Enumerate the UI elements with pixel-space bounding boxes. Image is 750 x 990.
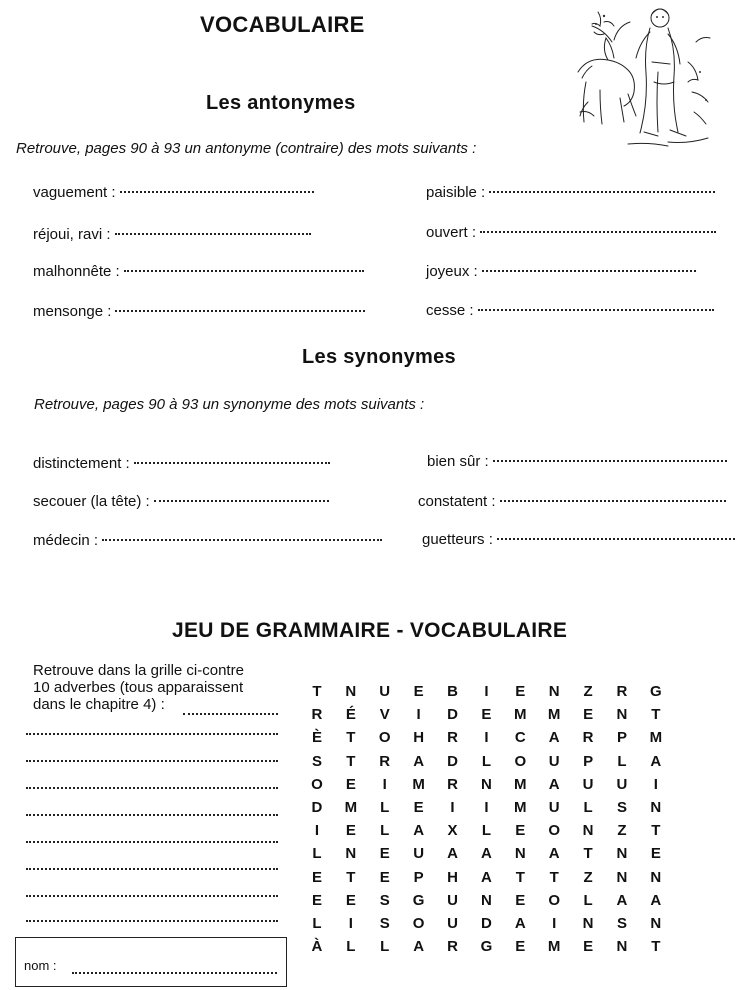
grid-letter[interactable]: S [616, 914, 627, 932]
grid-letter[interactable]: U [548, 798, 560, 816]
field-label: médecin : [33, 532, 99, 549]
grid-letter[interactable]: I [484, 683, 489, 700]
page-title: VOCABULAIRE [200, 12, 365, 37]
grid-letter[interactable]: L [380, 822, 390, 840]
grid-letter[interactable]: I [450, 798, 455, 816]
grid-letter[interactable]: U [548, 752, 560, 770]
grid-letter[interactable]: T [346, 868, 356, 886]
grid-letter[interactable]: E [515, 822, 526, 840]
grid-letter[interactable]: T [583, 845, 593, 863]
grid-letter[interactable]: R [379, 752, 391, 770]
answer-line[interactable] [26, 732, 278, 735]
name-input[interactable] [72, 971, 277, 974]
answer-line[interactable] [500, 499, 726, 502]
grid-letter[interactable]: Z [583, 868, 593, 886]
field-label: secouer (la tête) : [33, 493, 150, 510]
synonyme-field[interactable] [33, 493, 329, 510]
grid-letter[interactable]: N [616, 706, 628, 724]
antonyme-field[interactable] [426, 184, 715, 201]
answer-line[interactable] [478, 308, 714, 311]
antonyme-field[interactable] [33, 303, 365, 320]
jeu-instruction-line: Retrouve dans la grille ci-contre [33, 662, 244, 679]
grid-letter[interactable]: A [650, 891, 662, 909]
grid-letter[interactable]: P [616, 729, 627, 747]
grid-row [300, 866, 730, 889]
grid-letter[interactable]: A [480, 845, 492, 863]
grid-letter[interactable]: E [583, 938, 594, 956]
grid-letter[interactable]: D [480, 914, 492, 932]
grid-letter[interactable]: L [481, 752, 491, 770]
grid-letter[interactable]: O [378, 729, 391, 747]
grid-letter[interactable]: L [583, 798, 593, 816]
grid-letter[interactable]: Z [583, 683, 593, 700]
grid-letter[interactable]: A [413, 938, 425, 956]
answer-line[interactable] [482, 269, 696, 272]
grid-letter[interactable]: E [311, 868, 322, 886]
answer-line[interactable] [183, 712, 278, 715]
grid-row [300, 796, 730, 819]
grid-letter[interactable]: S [379, 914, 390, 932]
jeu-instruction-line: dans le chapitre 4) : [33, 696, 165, 713]
grid-letter[interactable]: L [346, 938, 356, 956]
grid-letter[interactable]: A [413, 822, 425, 840]
grid-letter[interactable]: I [348, 914, 353, 932]
synonyme-field[interactable] [418, 493, 726, 510]
synonyme-field[interactable] [427, 453, 727, 470]
field-label: guetteurs : [422, 531, 493, 548]
grid-letter[interactable]: I [382, 775, 387, 793]
grid-letter[interactable]: É [345, 706, 356, 724]
grid-letter[interactable]: S [311, 752, 322, 770]
grid-letter[interactable]: R [616, 683, 628, 700]
answer-line[interactable] [115, 309, 365, 312]
grid-letter[interactable]: I [484, 729, 489, 747]
grid-letter[interactable]: A [480, 868, 492, 886]
grid-letter[interactable]: À [311, 938, 323, 956]
grid-letter[interactable]: N [582, 914, 594, 932]
synonyme-field[interactable] [422, 531, 735, 548]
illustration-man-and-goat-icon [568, 2, 718, 152]
grid-letter[interactable]: U [582, 775, 594, 793]
synonyme-field[interactable] [33, 455, 330, 472]
grid-letter[interactable]: L [380, 798, 390, 816]
grid-letter[interactable]: E [515, 938, 526, 956]
grid-letter[interactable]: T [651, 822, 661, 840]
grid-letter[interactable]: I [314, 822, 320, 840]
grid-letter[interactable]: N [582, 822, 594, 840]
grid-letter[interactable]: N [650, 868, 662, 886]
grid-letter[interactable]: E [515, 683, 526, 700]
grid-row [300, 912, 730, 935]
grid-letter[interactable]: A [548, 775, 560, 793]
grid-letter[interactable]: E [379, 868, 390, 886]
grid-row [300, 773, 730, 796]
section-title-jeu: JEU DE GRAMMAIRE - VOCABULAIRE [172, 619, 568, 642]
grid-letter[interactable]: E [345, 891, 356, 909]
grid-letter[interactable]: T [549, 868, 559, 886]
answer-line[interactable] [102, 538, 382, 541]
grid-letter[interactable]: N [616, 845, 628, 863]
synonymes-instruction: Retrouve, pages 90 à 93 un synonyme des mots suivants : [34, 396, 425, 413]
word-search-grid [300, 680, 730, 958]
grid-letter[interactable]: E [650, 845, 661, 863]
grid-row [300, 842, 730, 865]
grid-letter[interactable]: U [447, 914, 458, 932]
antonyme-field[interactable] [33, 184, 314, 201]
grid-letter[interactable]: D [447, 752, 458, 770]
grid-row [300, 703, 730, 726]
grid-letter[interactable]: P [413, 868, 424, 886]
grid-letter[interactable]: T [312, 683, 322, 700]
field-label: réjoui, ravi : [33, 226, 111, 243]
grid-letter[interactable]: P [583, 752, 594, 770]
grid-letter[interactable]: L [617, 752, 627, 770]
answer-line[interactable] [124, 269, 364, 272]
field-label: malhonnête : [33, 263, 120, 280]
grid-letter[interactable]: T [346, 752, 356, 770]
grid-letter[interactable]: N [650, 914, 662, 932]
antonyme-field[interactable] [426, 224, 716, 241]
grid-letter[interactable]: E [345, 775, 356, 793]
grid-letter[interactable]: A [616, 891, 628, 909]
grid-letter[interactable]: S [379, 891, 390, 909]
grid-letter[interactable]: N [345, 845, 357, 863]
grid-letter[interactable]: L [583, 891, 593, 909]
grid-letter[interactable]: O [514, 752, 527, 770]
grid-letter[interactable]: A [650, 752, 662, 770]
grid-letter[interactable]: O [412, 914, 425, 932]
grid-letter[interactable]: X [447, 822, 458, 840]
grid-letter[interactable]: R [447, 938, 458, 956]
grid-letter[interactable]: I [484, 798, 489, 816]
grid-letter[interactable]: R [447, 775, 458, 793]
grid-letter[interactable]: M [514, 706, 527, 724]
grid-letter[interactable]: R [582, 729, 594, 747]
grid-letter[interactable]: E [311, 891, 322, 909]
grid-row [300, 819, 730, 842]
grid-letter[interactable]: L [312, 845, 322, 863]
answer-line[interactable] [26, 786, 278, 789]
answer-line[interactable] [26, 813, 278, 816]
answer-line[interactable] [154, 499, 329, 502]
answer-line[interactable] [26, 867, 278, 870]
jeu-instruction-line: 10 adverbes (tous apparaissent [33, 679, 244, 696]
grid-letter[interactable]: T [346, 729, 356, 747]
grid-letter[interactable]: M [514, 775, 527, 793]
name-label: nom : [24, 958, 57, 973]
grid-letter[interactable]: E [413, 798, 424, 816]
field-label: cesse : [426, 302, 474, 319]
field-label: constatent : [418, 493, 496, 510]
grid-letter[interactable]: G [650, 683, 662, 700]
section-title-synonymes: Les synonymes [302, 346, 456, 368]
grid-letter[interactable]: I [653, 775, 658, 793]
grid-letter[interactable]: È [311, 729, 322, 747]
grid-letter[interactable]: E [515, 891, 526, 909]
grid-letter[interactable]: N [616, 938, 628, 956]
grid-row [300, 889, 730, 912]
grid-letter[interactable]: L [481, 822, 491, 840]
answer-line[interactable] [480, 230, 716, 233]
grid-letter[interactable]: D [311, 798, 323, 816]
grid-letter[interactable]: H [413, 729, 425, 747]
grid-row [300, 680, 730, 703]
grid-letter[interactable]: G [412, 891, 425, 909]
field-label: vaguement : [33, 184, 116, 201]
grid-letter[interactable]: E [379, 845, 390, 863]
grid-letter[interactable]: M [547, 938, 561, 956]
grid-row [300, 726, 730, 749]
grid-letter[interactable]: N [480, 891, 492, 909]
grid-letter[interactable]: D [447, 706, 458, 724]
grid-letter[interactable]: T [651, 706, 661, 724]
grid-letter[interactable]: A [548, 845, 560, 863]
grid-letter[interactable]: E [481, 706, 492, 724]
grid-letter[interactable]: U [413, 845, 425, 863]
grid-letter[interactable]: C [514, 729, 526, 747]
jeu-instruction [33, 662, 283, 713]
grid-letter[interactable]: N [616, 868, 628, 886]
answer-line[interactable] [120, 190, 314, 193]
grid-letter[interactable]: N [514, 845, 526, 863]
grid-letter[interactable]: E [413, 683, 424, 700]
grid-letter[interactable]: I [416, 706, 421, 724]
grid-letter[interactable]: M [547, 706, 561, 724]
answer-line[interactable] [26, 919, 278, 922]
grid-letter[interactable]: N [345, 683, 357, 700]
grid-letter[interactable]: A [447, 845, 458, 863]
grid-row [300, 935, 730, 958]
grid-letter[interactable]: M [649, 729, 663, 747]
grid-letter[interactable]: L [312, 914, 322, 932]
grid-letter[interactable]: L [380, 938, 390, 956]
grid-letter[interactable]: U [616, 775, 628, 793]
grid-letter[interactable]: O [548, 822, 561, 840]
grid-row [300, 750, 730, 773]
grid-letter[interactable]: N [548, 683, 560, 700]
grid-letter[interactable]: E [583, 706, 594, 724]
answer-line[interactable] [115, 232, 311, 235]
grid-letter[interactable]: G [480, 938, 493, 956]
grid-letter[interactable]: I [552, 914, 557, 932]
answer-line[interactable] [489, 190, 715, 193]
grid-letter[interactable]: M [412, 775, 425, 793]
field-label: mensonge : [33, 303, 112, 320]
antonyme-field[interactable] [33, 226, 311, 243]
grid-letter[interactable]: N [650, 798, 662, 816]
grid-letter[interactable]: A [548, 729, 560, 747]
field-label: ouvert : [426, 224, 477, 241]
answer-line[interactable] [497, 537, 735, 540]
answer-line[interactable] [493, 459, 727, 462]
antonymes-instruction: Retrouve, pages 90 à 93 un antonyme (contraire) des mots suivants : [16, 140, 477, 157]
grid-letter[interactable]: Z [617, 822, 627, 840]
grid-letter[interactable]: U [447, 891, 458, 909]
answer-line[interactable] [26, 894, 278, 897]
grid-letter[interactable]: B [447, 683, 458, 700]
section-title-antonymes: Les antonymes [206, 92, 356, 114]
grid-letter[interactable]: O [548, 891, 561, 909]
grid-letter[interactable]: T [515, 868, 525, 886]
grid-letter[interactable]: R [311, 706, 323, 724]
grid-letter[interactable]: V [379, 706, 390, 724]
grid-letter[interactable]: E [345, 822, 356, 840]
synonyme-field[interactable] [33, 532, 382, 549]
field-label: joyeux : [426, 263, 478, 280]
grid-letter[interactable]: M [514, 798, 527, 816]
grid-letter[interactable]: U [379, 683, 391, 700]
grid-letter[interactable]: A [413, 752, 425, 770]
answer-line[interactable] [26, 840, 278, 843]
field-label: paisible : [426, 184, 486, 201]
grid-letter[interactable]: R [447, 729, 458, 747]
field-label: bien sûr : [427, 453, 489, 470]
grid-letter[interactable]: H [447, 868, 458, 886]
field-label: distinctement : [33, 455, 130, 472]
grid-letter[interactable]: A [514, 914, 526, 932]
grid-letter[interactable]: T [651, 938, 661, 956]
antonyme-field[interactable] [426, 302, 714, 319]
antonyme-field[interactable] [33, 263, 364, 280]
antonyme-field[interactable] [426, 263, 696, 280]
grid-letter[interactable]: M [344, 798, 358, 816]
answer-line[interactable] [134, 461, 330, 464]
grid-letter[interactable]: O [311, 775, 323, 793]
grid-letter[interactable]: N [480, 775, 492, 793]
answer-line[interactable] [26, 759, 278, 762]
grid-letter[interactable]: S [616, 798, 627, 816]
